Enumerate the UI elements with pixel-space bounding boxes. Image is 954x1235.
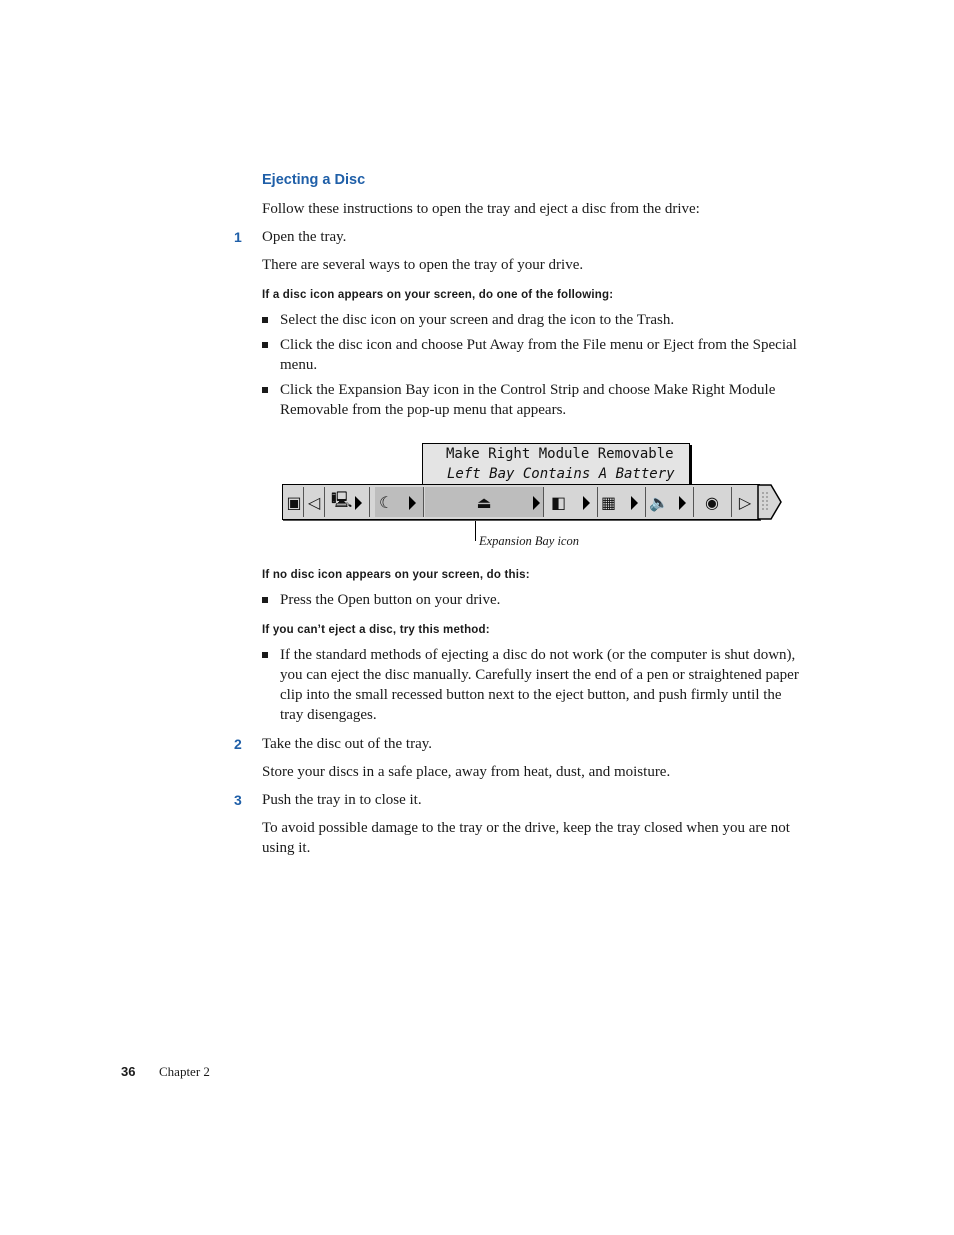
control-strip xyxy=(282,484,760,520)
intro-paragraph: Follow these instructions to open the tray and eject a disc from the drive: xyxy=(262,201,700,217)
popup-item-make-removable[interactable]: Make Right Module Removable xyxy=(446,446,674,462)
chapter-label: Chapter 2 xyxy=(159,1064,210,1079)
sound-volume-icon[interactable]: 🔈 xyxy=(645,487,694,517)
step-number-1: 1 xyxy=(234,229,242,245)
list-item: Click the Expansion Bay icon in the Control Strip and choose Make Right Module Removable from the pop-up menu that appears. xyxy=(262,380,802,420)
step-text-1: Open the tray. xyxy=(262,229,347,245)
strip-scroll-right-icon[interactable]: ▷ xyxy=(738,492,752,512)
page-number: 36 xyxy=(121,1064,136,1079)
cd-audio-icon[interactable]: ◉ xyxy=(693,487,732,517)
step-number-2: 2 xyxy=(234,736,242,752)
subhead-no-icon: If no disc icon appears on your screen, do this: xyxy=(262,569,530,581)
popup-item-left-bay-status: Left Bay Contains A Battery xyxy=(447,466,675,482)
popup-menu[interactable] xyxy=(422,443,690,487)
monitor-bit-depth-icon[interactable]: ▦ xyxy=(597,487,646,517)
monitor-icon[interactable]: 🖳 xyxy=(325,487,370,517)
expansion-bay-icon[interactable]: ⏏ xyxy=(425,487,544,517)
step-number-3: 3 xyxy=(234,792,242,808)
step-text-2: Take the disc out of the tray. xyxy=(262,736,433,752)
bullet-marker xyxy=(262,387,268,393)
step-note-3: To avoid possible damage to the tray or the drive, keep the tray closed when you are not using it. xyxy=(262,820,790,856)
section-heading: Ejecting a Disc xyxy=(262,172,366,188)
subhead-icon-present: If a disc icon appears on your screen, do one of the following: xyxy=(262,289,614,301)
figure-callout: Expansion Bay icon xyxy=(479,534,579,548)
step-note-1: There are several ways to open the tray of your drive. xyxy=(262,257,584,273)
bullet-marker xyxy=(262,652,268,658)
file-sharing-icon[interactable]: ◧ xyxy=(547,487,598,517)
subhead-cant-eject: If you can’t eject a disc, try this method: xyxy=(262,624,490,636)
strip-collapse-box-icon[interactable]: ▣ xyxy=(285,487,304,517)
strip-scroll-left-icon[interactable]: ◁ xyxy=(304,487,325,517)
bullet-marker xyxy=(262,317,268,323)
list-item: Press the Open button on your drive. xyxy=(262,590,802,610)
step-note-2: Store your discs in a safe place, away from heat, dust, and moisture. xyxy=(262,764,671,780)
strip-end-tab-icon[interactable] xyxy=(757,484,783,520)
bullet-marker xyxy=(262,342,268,348)
list-item: If the standard methods of ejecting a disc do not work (or the computer is shut down), you can eject the disc manually. Carefully insert the end of a pen or straightened paper clip into the small recessed button next to the eject button, and push firmly until the tray disengages. xyxy=(262,645,802,725)
bullet-marker xyxy=(262,597,268,603)
sleep-icon[interactable]: ☾ xyxy=(375,487,424,517)
callout-line xyxy=(475,521,476,541)
step-text-3: Push the tray in to close it. xyxy=(262,792,422,808)
list-item: Select the disc icon on your screen and drag the icon to the Trash. xyxy=(262,310,802,330)
list-item: Click the disc icon and choose Put Away from the File menu or Eject from the Special menu. xyxy=(262,335,802,375)
